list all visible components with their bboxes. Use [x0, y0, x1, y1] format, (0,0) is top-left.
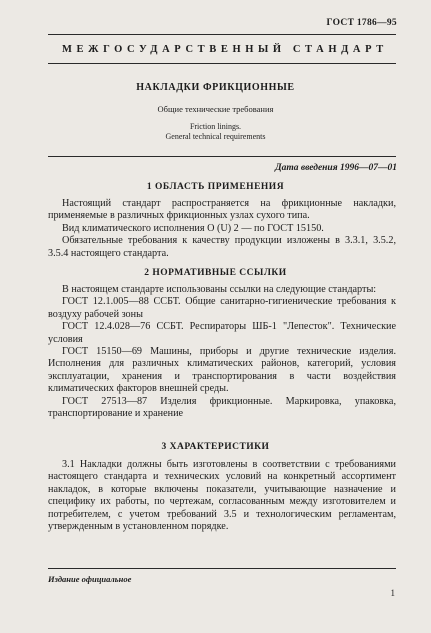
document-subtitle: Общие технические требования: [157, 104, 274, 114]
section-body: [48, 198, 396, 260]
paragraph: Настоящий стандарт распространяется на фрикционные накладки, применяемые в различных фрикционных узлах сухого типа.: [48, 198, 396, 222]
header-rule-bottom: [48, 63, 396, 64]
english-title-line-2: General technical requirements: [165, 132, 266, 141]
title-divider: [48, 156, 396, 157]
introduction-date: Дата введения 1996—07—01: [275, 163, 397, 173]
paragraph: 3.1 Накладки должны быть изготовлены в соответствии с требованиями настоящего стандарта и технических условий на конкретный ассортимент накладок, в которые включены показатели, учитывающие назначение и специфику их работы, по чертежам, согласованным между изготовителем и потребителем, с учетом требований 3.5 и технологическим регламентам, утвержденным в установленном порядке.: [48, 459, 396, 533]
footer-rule: [48, 568, 396, 569]
section-title: 2 НОРМАТИВНЫЕ ССЫЛКИ: [144, 268, 287, 278]
interstate-standard-heading: МЕЖГОСУДАРСТВЕННЫЙ СТАНДАРТ: [62, 44, 388, 55]
page-number: 1: [390, 588, 395, 598]
section-body: [48, 284, 396, 420]
official-edition-note: Издание официальное: [48, 574, 132, 584]
paragraph: Вид климатического исполнения О (U) 2 — по ГОСТ 15150.: [62, 222, 324, 234]
section-body: [48, 459, 396, 533]
paragraph: ГОСТ 27513—87 Изделия фрикционные. Маркировка, упаковка, транспортирование и хранение: [48, 395, 396, 420]
paragraph: Обязательные требования к качеству продукции изложены в 3.3.1, 3.5.2, 3.5.4 настоящего стандарта.: [48, 235, 396, 259]
document-title: НАКЛАДКИ ФРИКЦИОННЫЕ: [136, 82, 295, 93]
paragraph: ГОСТ 12.1.005—88 ССБТ. Общие санитарно-гигиенические требования к воздуху рабочей зоны: [48, 296, 396, 320]
section-title: 3 ХАРАКТЕРИСТИКИ: [161, 442, 270, 452]
english-title-line-1: Friction linings.: [189, 122, 242, 131]
header-rule-top: [48, 34, 396, 35]
paragraph: ГОСТ 15150—69 Машины, приборы и другие технические изделия. Исполнения для различных климатических районов, категорий, условия эксплуатации, хранения и транспортирования в части воздействия климатических факторов внешней среды.: [48, 346, 396, 395]
section-title: 1 ОБЛАСТЬ ПРИМЕНЕНИЯ: [146, 182, 285, 192]
standard-number: ГОСТ 1786—95: [326, 18, 397, 28]
paragraph: В настоящем стандарте использованы ссылки на следующие стандарты:: [62, 284, 377, 295]
paragraph: ГОСТ 12.4.028—76 ССБТ. Респираторы ШБ-1 "Лепесток". Технические условия: [48, 321, 396, 345]
